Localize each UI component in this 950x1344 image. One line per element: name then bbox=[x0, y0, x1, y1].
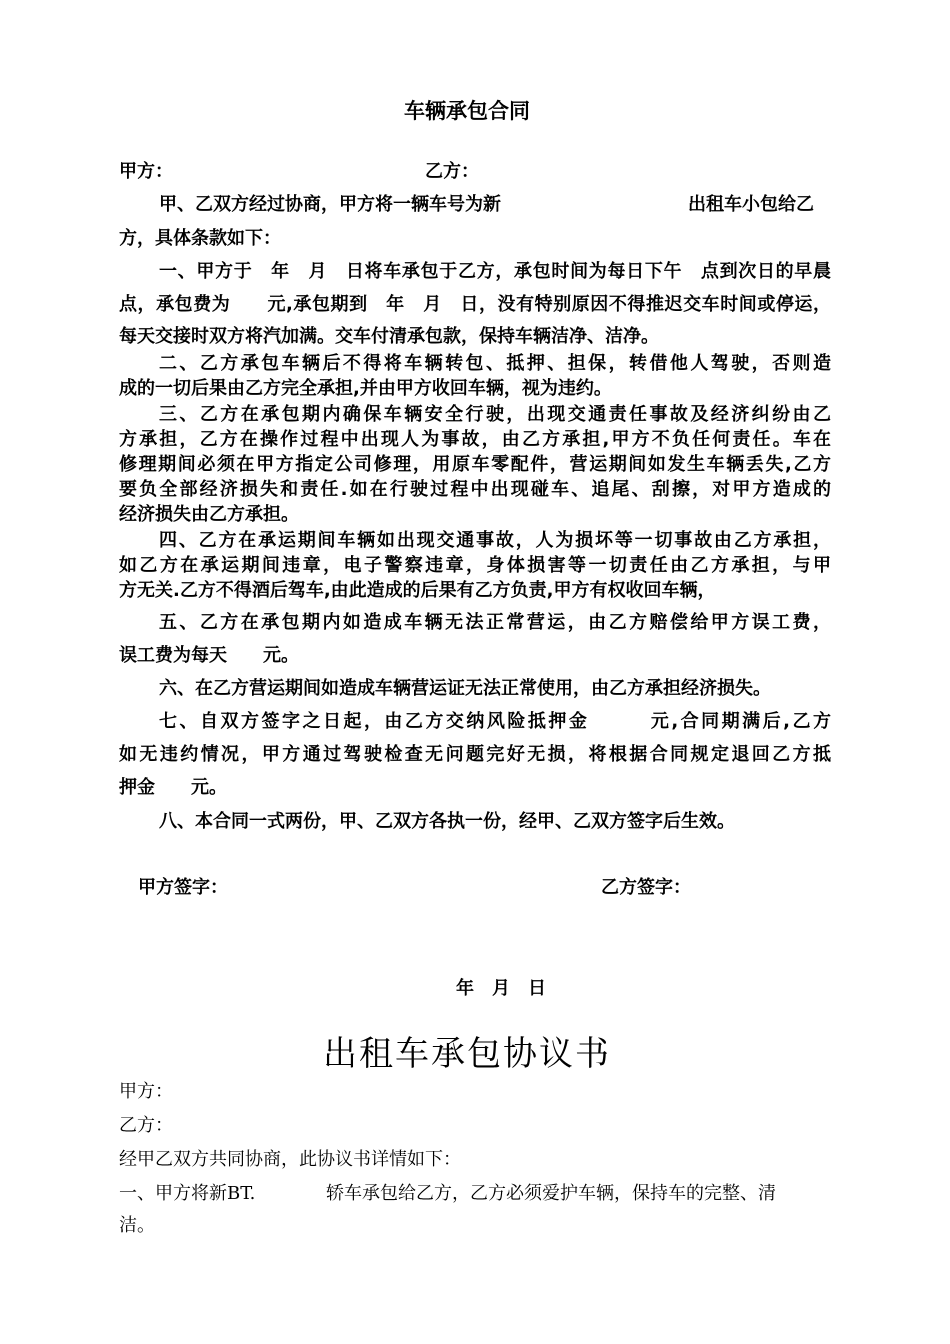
contract-title: 车辆承包合同 bbox=[404, 99, 530, 123]
clause4-line: 方无关.乙方不得酒后驾车,由此造成的后果有乙方负责,甲方有权收回车辆， bbox=[119, 580, 716, 601]
clause7-line: 七、自双方签字之日起，由乙方交纳风险抵押金 元,合同期满后,乙方 bbox=[159, 711, 831, 732]
clause1-line: 每天交接时双方将汽加满。交车付清承包款，保持车辆洁净、洁净。 bbox=[119, 326, 659, 347]
agreement-item1-c: 洁。 bbox=[119, 1215, 155, 1236]
clause5-line: 误工费为每天 元。 bbox=[119, 645, 299, 666]
intro-line-1b: 出租车小包给乙 bbox=[688, 194, 814, 215]
clause8-line: 八、本合同一式两份，甲、乙双方各执一份，经甲、乙双方签字后生效。 bbox=[159, 811, 735, 832]
clause3-line: 要负全部经济损失和责任.如在行驶过程中出现碰车、追尾、刮擦，对甲方造成的 bbox=[119, 479, 831, 500]
clause3-line: 三、乙方在承包期内确保车辆安全行驶，出现交通责任事故及经济纠纷由乙 bbox=[159, 404, 831, 425]
signature-a-label: 甲方签字： bbox=[138, 877, 228, 898]
clause3-line: 经济损失由乙方承担。 bbox=[119, 504, 299, 525]
clause7-line: 如无违约情况，甲方通过驾驶检查无问题完好无损，将根据合同规定退回乙方抵 bbox=[119, 744, 831, 765]
agreement-intro: 经甲乙双方共同协商，此协议书详情如下： bbox=[119, 1149, 461, 1170]
clause2-line: 成的一切后果由乙方完全承担,并由甲方收回车辆，视为违约。 bbox=[119, 378, 612, 399]
clause5-line: 五、乙方在承包期内如造成车辆无法正常营运，由乙方赔偿给甲方误工费， bbox=[159, 612, 831, 633]
clause4-line: 四、乙方在承运期间车辆如出现交通事故，人为损坏等一切事故由乙方承担， bbox=[159, 530, 831, 551]
date-line: 年 月 日 bbox=[456, 978, 546, 999]
agreement-item1-a: 一、甲方将新BT. bbox=[119, 1183, 256, 1204]
clause2-line: 二、乙方承包车辆后不得将车辆转包、抵押、担保，转借他人驾驶，否则造 bbox=[159, 353, 831, 374]
intro-line-2: 方，具体条款如下： bbox=[119, 228, 281, 249]
clause4-line: 如乙方在承运期间违章，电子警察违章，身体损害等一切责任由乙方承担，与甲 bbox=[119, 555, 831, 576]
clause6-line: 六、在乙方营运期间如造成车辆营运证无法正常使用，由乙方承担经济损失。 bbox=[159, 678, 771, 699]
clause3-line: 修理期间必须在甲方指定公司修理，用原车零配件，营运期间如发生车辆丢失,乙方 bbox=[119, 454, 831, 475]
intro-line-1a: 甲、乙双方经过协商，甲方将一辆车号为新 bbox=[159, 194, 501, 215]
party-b-label: 乙方： bbox=[425, 161, 479, 182]
signature-b-label: 乙方签字： bbox=[601, 877, 691, 898]
clause3-line: 方承担，乙方在操作过程中出现人为事故，由乙方承担,甲方不负任何责任。车在 bbox=[119, 429, 831, 450]
agreement-party-b: 乙方： bbox=[119, 1115, 173, 1136]
agreement-party-a: 甲方： bbox=[119, 1081, 173, 1102]
agreement-title: 出租车承包协议书 bbox=[323, 1034, 611, 1074]
agreement-item1-b: 轿车承包给乙方，乙方必须爱护车辆，保持车的完整、清 bbox=[326, 1183, 776, 1204]
clause7-line: 押金 元。 bbox=[119, 777, 227, 798]
clause1-line: 一、甲方于 年 月 日将车承包于乙方，承包时间为每日下午 点到次日的早晨 bbox=[159, 261, 831, 282]
clause1-line: 点，承包费为 元,承包期到 年 月 日，没有特别原因不得推迟交车时间或停运， bbox=[119, 294, 831, 315]
party-a-label: 甲方： bbox=[119, 161, 173, 182]
